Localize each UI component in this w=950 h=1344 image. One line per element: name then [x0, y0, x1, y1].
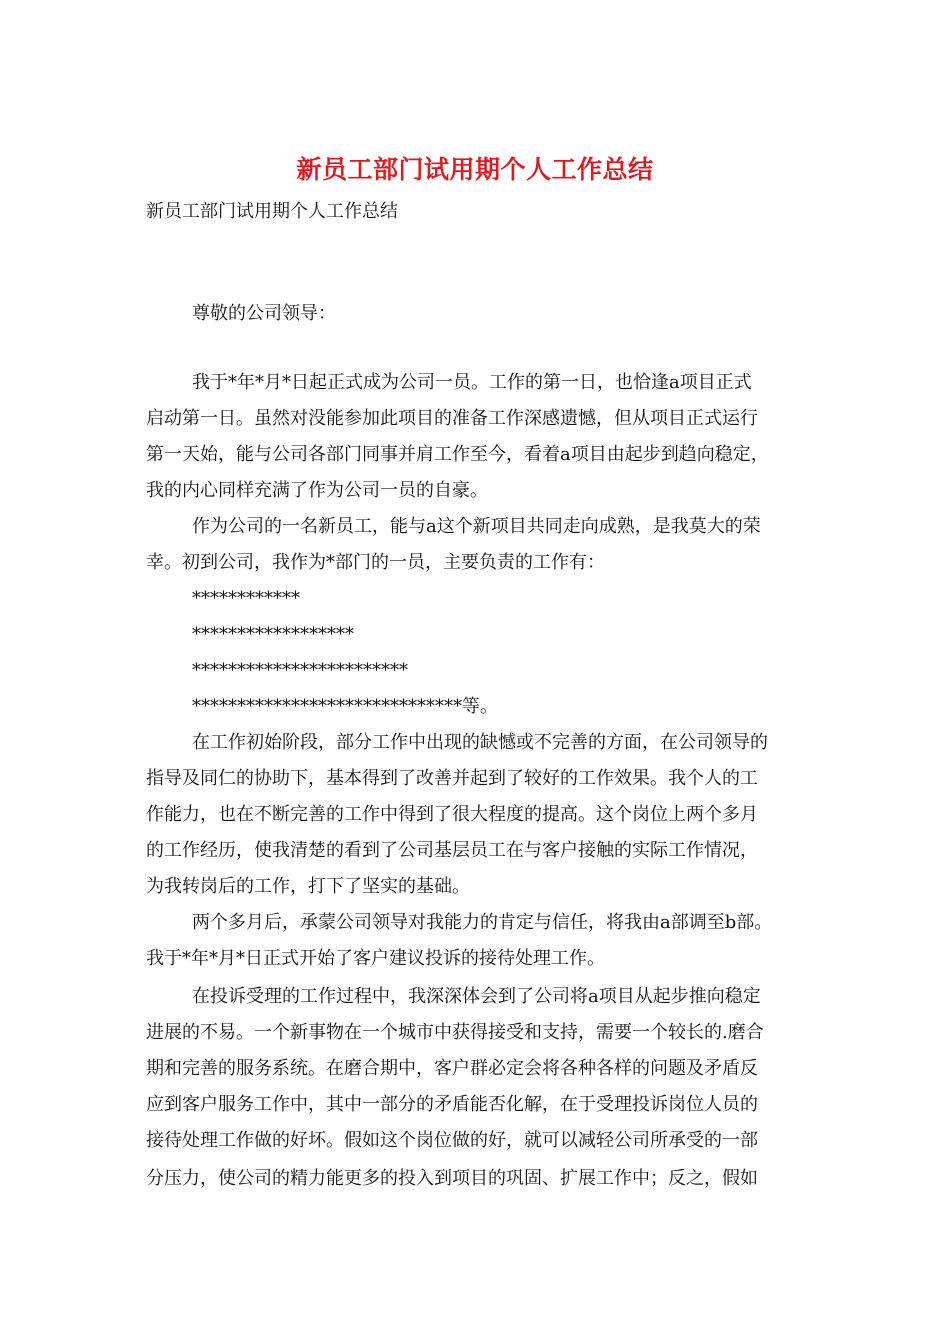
- body-line: 指导及同仁的协助下，基本得到了改善并起到了较好的工作效果。我个人的工: [146, 768, 758, 789]
- body-line: 应到客户服务工作中，其中一部分的矛盾能否化解，在于受理投诉岗位人员的: [146, 1094, 758, 1115]
- body-line: 我的内心同样充满了作为公司一员的自豪。: [146, 480, 488, 501]
- body-line: 的工作经历，使我清楚的看到了公司基层员工在与客户接触的实际工作情况，: [146, 840, 758, 861]
- list-item: ******************: [192, 624, 354, 645]
- list-item: ************************: [192, 660, 408, 681]
- body-line: 启动第一日。虽然对没能参加此项目的准备工作深感遗憾，但从项目正式运行: [146, 408, 758, 429]
- document-title: 新员工部门试用期个人工作总结: [296, 155, 654, 184]
- body-line: 作为公司的一名新员工，能与a这个新项目共同走向成熟，是我莫大的荣: [192, 516, 761, 537]
- body-line: 在工作初始阶段，部分工作中出现的缺憾或不完善的方面，在公司领导的: [192, 732, 768, 753]
- document-subtitle: 新员工部门试用期个人工作总结: [146, 201, 398, 222]
- body-line: 接待处理工作做的好坏。假如这个岗位做的好，就可以减轻公司所承受的一部: [146, 1130, 758, 1151]
- list-item: ************: [192, 588, 300, 609]
- list-item: ******************************等。: [192, 696, 498, 717]
- body-line: 在投诉受理的工作过程中，我深深体会到了公司将a项目从起步推向稳定: [192, 986, 761, 1007]
- body-line: 第一天始，能与公司各部门同事并肩工作至今，看着a项目由起步到趋向稳定，: [146, 444, 769, 465]
- body-line: 期和完善的服务系统。在磨合期中，客户群必定会将各种各样的问题及矛盾反: [146, 1058, 758, 1079]
- body-line: 作能力，也在不断完善的工作中得到了很大程度的提高。这个岗位上两个多月: [146, 804, 758, 825]
- body-line: 进展的不易。一个新事物在一个城市中获得接受和支持，需要一个较长的.磨合: [146, 1022, 764, 1043]
- body-line: 幸。初到公司，我作为*部门的一员，主要负责的工作有：: [146, 552, 605, 573]
- body-line: 分压力，使公司的精力能更多的投入到项目的巩固、扩展工作中；反之，假如: [146, 1168, 758, 1189]
- salutation: 尊敬的公司领导：: [192, 303, 336, 324]
- body-line: 我于*年*月*日起正式成为公司一员。工作的第一日，也恰逢a项目正式: [192, 372, 752, 393]
- body-line: 我于*年*月*日正式开始了客户建议投诉的接待处理工作。: [146, 948, 605, 969]
- body-line: 两个多月后，承蒙公司领导对我能力的肯定与信任，将我由a部调至b部。: [192, 912, 773, 933]
- body-line: 为我转岗后的工作，打下了坚实的基础。: [146, 876, 470, 897]
